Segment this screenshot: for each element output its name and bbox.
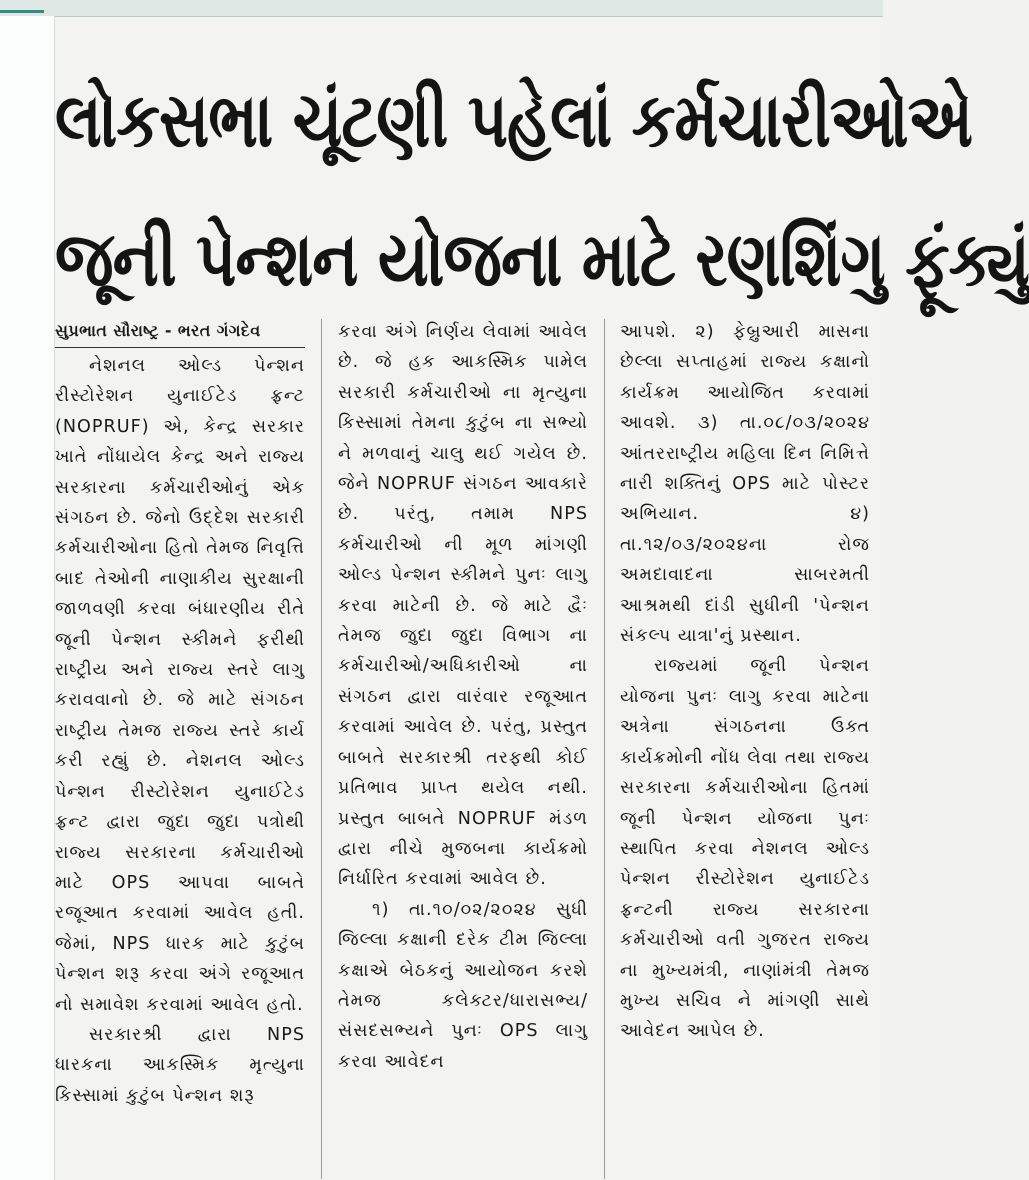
column-3-paragraph-1: આપશે. ૨) ફેબ્રુઆરી માસના છેલ્લા સપ્તાહમાં રાજ્ય કક્ષાનો કાર્યક્રમ આયોજિત કરવામાં આવશે. ૩) તા.૦૮/૦૩/૨૦૨૪ આંતરરાષ્ટ્રીય મહિલા દિન નિમિત્તે નારી શક્તિનું OPS માટે પોસ્ટર અભિયાન. ૪) તા.૧૨/૦૩/૨૦૨૪ના રોજ અમદાવાદના સાબરમતી આશ્રમથી દાંડી સુધીની 'પેન્શન સંકલ્પ યાત્રા'નું પ્રસ્થાન. (620, 322, 870, 647)
column-divider-1 (321, 319, 322, 1179)
column-2-paragraph-2: ૧) તા.૧૦/૦૨/૨૦૨૪ સુધી જિલ્લા કક્ષાની દરેક ટીમ જિલ્લા કક્ષાએ બેઠકનું આયોજન કરશે તેમજ કલેક્ટર/ધારાસભ્ય/સંસદસભ્યને પુનઃ OPS લાગુ કરવા આવેદન (338, 899, 588, 1072)
column-1-paragraph-2: સરકારશ્રી દ્વારા NPS ધારકના આકસ્મિક મૃત્યુના કિસ્સામાં કુટુંબ પેન્શન શરૂ (55, 1024, 305, 1106)
left-margin-panel (0, 16, 55, 1180)
column-3-paragraph-2: રાજ્યમાં જૂની પેન્શન યોજના પુનઃ લાગુ કરવા માટેના અત્રેના સંગઠનના ઉક્ત કાર્યક્રમોની નોંધ લેવા તથા રાજ્ય સરકારના કર્મચારીઓના હિતમાં જૂની પેન્શન યોજના પુનઃ સ્થાપિત કરવા નેશનલ ઓલ્ડ પેન્શન રીસ્ટોરેશન યુનાઈટેડ ફ્રન્ટની રાજ્ય સરકારના કર્મચારીઓ વતી ગુજરત રાજ્ય ના મુખ્યમંત્રી, નાણાંમંત્રી તેમજ મુખ્ય સચિવ ને માંગણી સાથે આવેદન આપેલ છે. (620, 656, 870, 1042)
article-column-1 (55, 317, 305, 1111)
column-1-paragraph-1: નેશનલ ઓલ્ડ પેન્શન રીસ્ટોરેશન યુનાઈટેડ ફ્રન્ટ (NOPRUF) એ, કેન્દ્ર સરકાર ખાતે નોંધાયેલ કેન્દ્ર અને રાજ્ય સરકારના કર્મચારીઓનું એક સંગઠન છે. જેનો ઉદ્દેશ સરકારી કર્મચારીઓના હિતો તેમજ નિવૃત્તિ બાદ તેઓની નાણાકીય સુરક્ષાની જાળવણી કરવા બંધારણીય રીતે જૂની પેન્શન સ્કીમને ફરીથી રાષ્ટ્રીય અને રાજ્ય સ્તરે લાગુ કરાવવાનો છે. જે માટે સંગઠન રાષ્ટ્રીય તેમજ રાજ્ય સ્તરે કાર્ય કરી રહ્યું છે. નેશનલ ઓલ્ડ પેન્શન રીસ્ટોરેશન યુનાઈટેડ ફ્રન્ટ દ્વારા જુદા જુદા પત્રોથી રાજ્ય સરકારના કર્મચારીઓ માટે OPS આપવા બાબતે રજૂઆત કરવામાં આવેલ હતી. જેમાં, NPS ધારક માટે કુટુંબ પેન્શન શરૂ કરવા અંગે રજૂઆત નો સમાવેશ કરવામાં આવેલ હતો. (55, 356, 305, 1015)
article-column-2 (338, 317, 588, 1077)
column-2-paragraph-1: કરવા અંગે નિર્ણય લેવામાં આવેલ છે. જે હક આકસ્મિક પામેલ સરકારી કર્મચારીઓ ના મૃત્યુના કિસ્સામાં તેમના કુટુંબ ના સભ્યો ને મળવાનું ચાલુ થઈ ગયેલ છે. જેને NOPRUF સંગઠન આવકારે છે. પરંતુ, તમામ NPS કર્મચારીઓ ની મૂળ માંગણી ઓલ્ડ પેન્શન સ્કીમને પુનઃ લાગુ કરવા માટેની છે. જે માટે દ્વૈઃ તેમજ જુદા જુદા વિભાગ ના કર્મચારીઓ/અધિકારીઓ ના સંગઠન દ્વારા વારંવાર રજૂઆત કરવામાં આવેલ છે. પરંતુ, પ્રસ્તુત બાબતે સરકારશ્રી તરફથી કોઈ પ્રતિભાવ પ્રાપ્ત થયેલ નથી. પ્રસ્તુત બાબતે NOPRUF મંડળ દ્વારા નીચે મુજબના કાર્યક્રમો નિર્ધારિત કરવામાં આવેલ છે. (338, 322, 588, 890)
headline-line-2: જૂની પેન્શન યોજના માટે રણશિંગુ ફૂંક્યું (55, 214, 1029, 304)
byline: સુપ્રભાત સૌરાષ્ટ્ર - ભરત ગંગદેવ (55, 317, 305, 348)
top-toolbar-strip (0, 0, 883, 17)
headline (55, 51, 1029, 329)
article-column-3 (620, 317, 870, 1047)
headline-line-1: લોકસભા ચૂંટણી પહેલાં કર્મચારીઓએ (55, 75, 973, 165)
newspaper-clipping (55, 17, 1029, 1180)
toolbar-accent-bar (0, 10, 44, 13)
column-divider-2 (604, 319, 605, 1179)
